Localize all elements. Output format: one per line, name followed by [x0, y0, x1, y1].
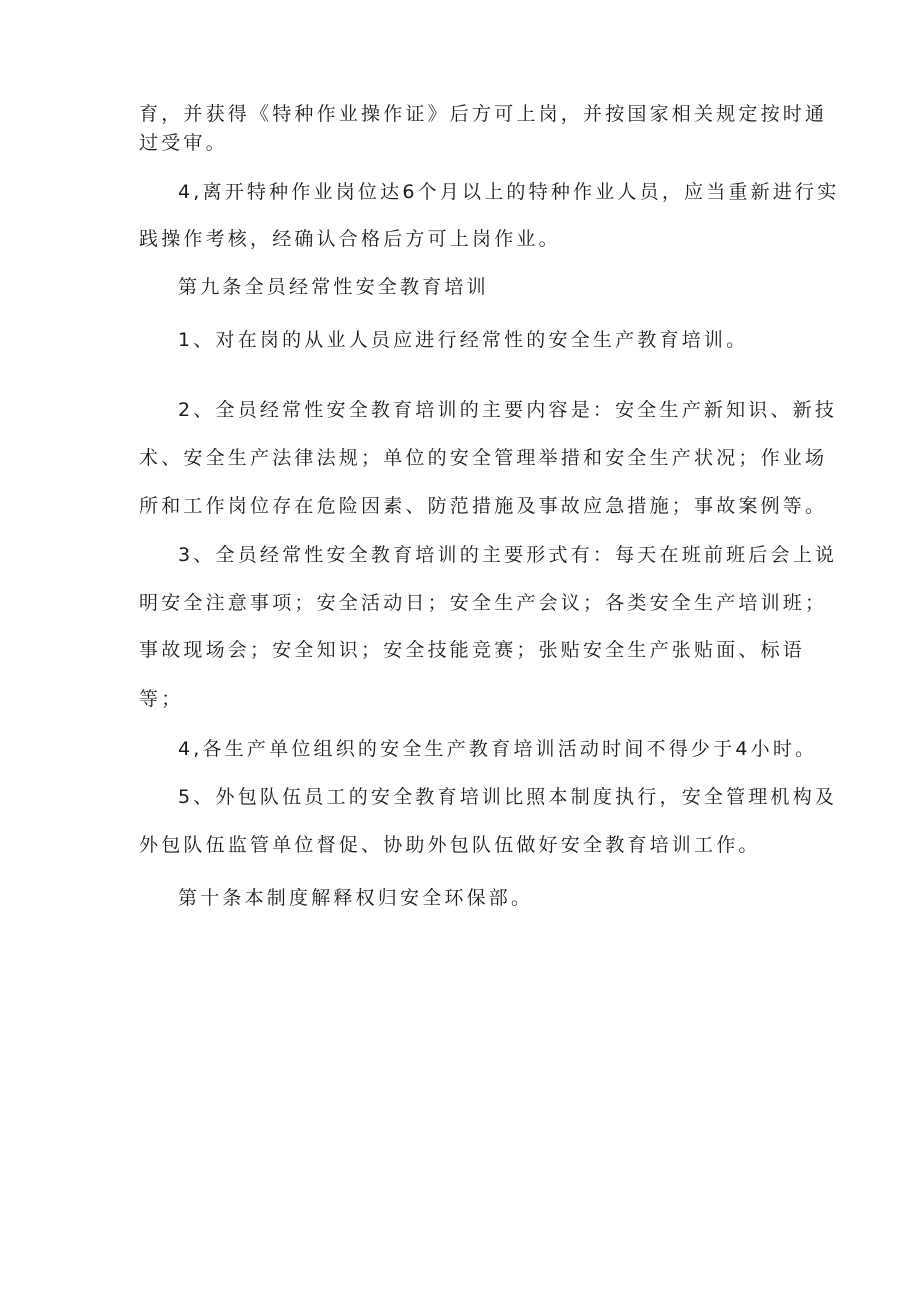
text-line: 4,离开特种作业岗位达6个月以上的特种作业人员，应当重新进行实 [178, 181, 840, 203]
text-line: 践操作考核，经确认合格后方可上岗作业。 [139, 228, 561, 250]
text-line: 过受审。 [139, 132, 228, 154]
text-line: 事故现场会；安全知识；安全技能竞赛；张贴安全生产张贴面、标语 [139, 639, 806, 661]
text-line: 等； [139, 688, 184, 710]
section-heading: 第九条全员经常性安全教育培训 [178, 276, 489, 298]
text-line: 所和工作岗位存在危险因素、防范措施及事故应急措施；事故案例等。 [139, 495, 828, 517]
text-line: 2、全员经常性安全教育培训的主要内容是：安全生产新知识、新技 [178, 399, 838, 421]
text-line: 4,各生产单位组织的安全生产教育培训活动时间不得少于4小时。 [178, 738, 818, 760]
section-heading: 第十条本制度解释权归安全环保部。 [178, 887, 534, 909]
text-line: 3、全员经常性安全教育培训的主要形式有：每天在班前班后会上说 [178, 544, 838, 566]
text-line: 术、安全生产法律法规；单位的安全管理举措和安全生产状况；作业场 [139, 447, 828, 469]
text-line: 1、对在岗的从业人员应进行经常性的安全生产教育培训。 [178, 329, 749, 351]
text-line: 育，并获得《特种作业操作证》后方可上岗，并按国家相关规定按时通 [139, 103, 828, 125]
text-line: 外包队伍监管单位督促、协助外包队伍做好安全教育培训工作。 [139, 834, 761, 856]
text-line: 5、外包队伍员工的安全教育培训比照本制度执行，安全管理机构及 [178, 786, 838, 808]
text-line: 明安全注意事项；安全活动日；安全生产会议；各类安全生产培训班； [139, 592, 828, 614]
